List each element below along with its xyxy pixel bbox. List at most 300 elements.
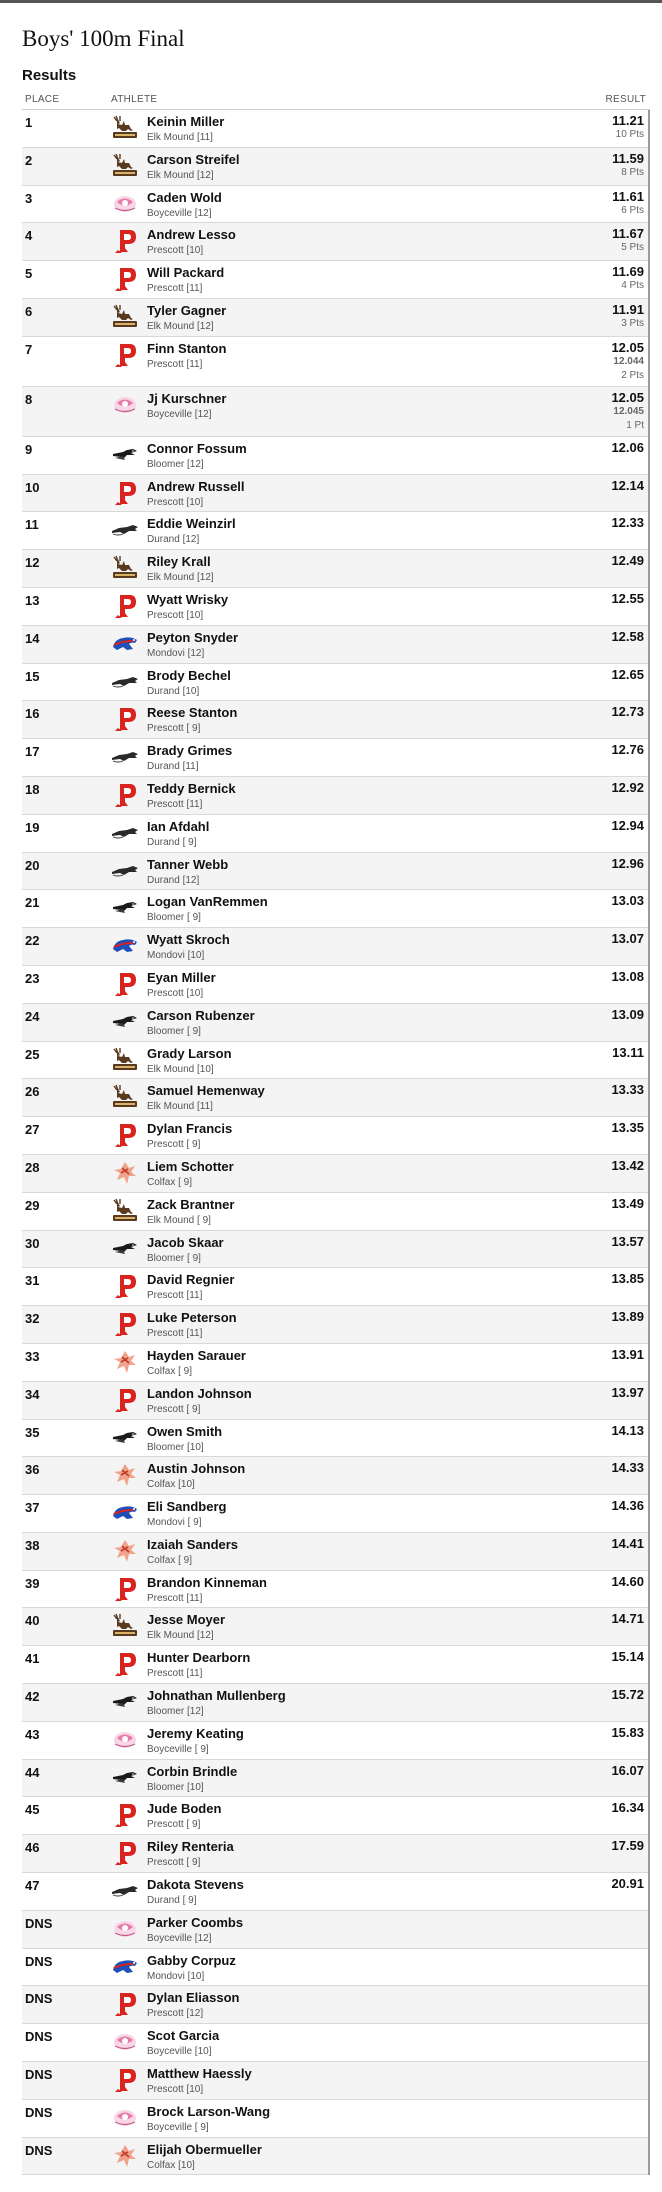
place-cell: DNS bbox=[25, 2104, 53, 2120]
team-grade-link[interactable]: Colfax [ 9] bbox=[147, 1554, 193, 1566]
athlete-cell bbox=[147, 227, 558, 258]
result-mark: 13.42 bbox=[611, 1157, 644, 1173]
result-tiebreak-time: 12.045 bbox=[613, 405, 644, 417]
athlete-name-link[interactable]: Liem Schotter bbox=[147, 1158, 234, 1174]
result-cell bbox=[558, 1348, 648, 1362]
result-cell bbox=[558, 1499, 648, 1513]
athlete-name-link[interactable]: Austin Johnson bbox=[147, 1461, 246, 1477]
place-cell: DNS bbox=[25, 1991, 53, 2007]
athlete-name-link[interactable]: Elijah Obermueller bbox=[147, 2141, 262, 2157]
athlete-name-link[interactable]: Johnathan Mullenberg bbox=[147, 1688, 286, 1704]
table-row[interactable] bbox=[22, 890, 648, 928]
table-row[interactable] bbox=[22, 387, 648, 437]
result-mark: 14.13 bbox=[611, 1422, 644, 1438]
result-mark: 13.09 bbox=[611, 1006, 644, 1022]
team-grade-link[interactable]: Elk Mound [11] bbox=[147, 1101, 213, 1113]
table-row[interactable] bbox=[22, 1949, 648, 1987]
table-row[interactable] bbox=[22, 1835, 648, 1873]
team-grade-link[interactable]: Durand [ 9] bbox=[147, 836, 197, 848]
team-grade-link[interactable]: Durand [12] bbox=[147, 874, 200, 886]
table-row[interactable] bbox=[22, 1646, 648, 1684]
athlete-cell bbox=[147, 1650, 558, 1681]
durand-panther-logo-icon bbox=[111, 516, 139, 544]
place-cell: DNS bbox=[25, 2067, 53, 2083]
team-grade-link[interactable]: Elk Mound [ 9] bbox=[147, 1214, 211, 1226]
result-mark: 13.08 bbox=[611, 968, 644, 984]
team-grade-link[interactable]: Elk Mound [12] bbox=[147, 572, 214, 584]
table-row[interactable] bbox=[22, 626, 648, 664]
result-mark: 11.61 bbox=[612, 188, 644, 204]
result-mark: 16.34 bbox=[611, 1800, 644, 1816]
athlete-name-link[interactable]: Hayden Sarauer bbox=[147, 1347, 246, 1363]
team-grade-link[interactable]: Boyceville [12] bbox=[147, 207, 212, 219]
team-grade-link[interactable]: Elk Mound [12] bbox=[147, 320, 214, 332]
athlete-name-link[interactable]: Wyatt Wrisky bbox=[147, 591, 229, 607]
table-row[interactable] bbox=[22, 550, 648, 588]
colfax-viking-logo-icon bbox=[111, 1461, 139, 1489]
place-cell: 26 bbox=[25, 1084, 40, 1100]
result-mark: 14.33 bbox=[611, 1460, 644, 1476]
table-row[interactable] bbox=[22, 1986, 648, 2024]
table-row[interactable] bbox=[22, 1608, 648, 1646]
table-row[interactable] bbox=[22, 701, 648, 739]
athlete-name-link[interactable]: Eyan Miller bbox=[147, 969, 216, 985]
table-row[interactable] bbox=[22, 853, 648, 891]
athlete-cell bbox=[147, 1877, 558, 1908]
prescott-p-logo-icon bbox=[111, 1386, 139, 1414]
result-mark: 20.91 bbox=[611, 1876, 644, 1892]
team-grade-link[interactable]: Durand [12] bbox=[147, 534, 200, 546]
result-mark: 15.72 bbox=[611, 1687, 644, 1703]
athlete-name-link[interactable]: Samuel Hemenway bbox=[147, 1083, 265, 1099]
team-grade-link[interactable]: Boyceville [12] bbox=[147, 408, 212, 420]
bloomer-blackhawk-logo-icon bbox=[111, 1688, 139, 1716]
team-grade-link[interactable]: Elk Mound [11] bbox=[147, 132, 213, 143]
table-row[interactable] bbox=[22, 1911, 648, 1949]
athlete-cell bbox=[147, 1424, 558, 1455]
team-grade-link[interactable]: Prescott [ 9] bbox=[147, 1857, 201, 1869]
result-points: 10 Pts bbox=[615, 129, 644, 140]
place-cell: 21 bbox=[25, 895, 40, 911]
athlete-name-link[interactable]: Dylan Francis bbox=[147, 1121, 233, 1137]
place-cell: DNS bbox=[25, 2142, 53, 2158]
place-cell: 16 bbox=[25, 706, 40, 722]
place-cell: 3 bbox=[25, 190, 33, 206]
result-cell bbox=[558, 303, 648, 331]
colfax-viking-logo-icon bbox=[111, 1159, 139, 1187]
result-cell bbox=[558, 705, 648, 719]
athlete-cell bbox=[147, 1953, 558, 1984]
team-grade-link[interactable]: Elk Mound [12] bbox=[147, 169, 214, 181]
table-row[interactable] bbox=[22, 1079, 648, 1117]
athlete-name-link[interactable]: Gabby Corpuz bbox=[147, 1952, 236, 1968]
athlete-cell bbox=[147, 341, 558, 372]
team-grade-link[interactable]: Elk Mound [12] bbox=[147, 1630, 214, 1642]
team-grade-link[interactable]: Prescott [10] bbox=[147, 496, 204, 508]
place-cell: 37 bbox=[25, 1500, 40, 1516]
place-cell: 41 bbox=[25, 1651, 40, 1667]
team-grade-link[interactable]: Prescott [11] bbox=[147, 798, 203, 810]
team-grade-link[interactable]: Bloomer [ 9] bbox=[147, 1252, 201, 1264]
place-cell: 14 bbox=[25, 630, 40, 646]
place-cell: 28 bbox=[25, 1159, 40, 1175]
table-row[interactable] bbox=[22, 928, 648, 966]
athlete-cell bbox=[147, 781, 558, 812]
team-grade-link[interactable]: Prescott [10] bbox=[147, 609, 204, 621]
result-points: 4 Pts bbox=[621, 280, 644, 292]
athlete-name-link[interactable]: Izaiah Sanders bbox=[147, 1536, 239, 1552]
table-row[interactable] bbox=[22, 2024, 648, 2062]
bloomer-blackhawk-logo-icon bbox=[111, 1008, 139, 1036]
team-grade-link[interactable]: Elk Mound [10] bbox=[147, 1063, 214, 1075]
table-row[interactable] bbox=[22, 2100, 648, 2138]
column-header-place[interactable]: PLACE bbox=[25, 94, 60, 105]
athlete-cell bbox=[147, 1197, 558, 1228]
result-mark: 13.11 bbox=[612, 1044, 644, 1060]
team-grade-link[interactable]: Prescott [ 9] bbox=[147, 723, 201, 735]
athlete-cell bbox=[147, 592, 558, 623]
athlete-name-link[interactable]: Ian Afdahl bbox=[147, 818, 210, 834]
result-cell bbox=[558, 554, 648, 568]
table-row[interactable] bbox=[22, 1760, 648, 1798]
durand-panther-logo-icon bbox=[111, 857, 139, 885]
table-row[interactable] bbox=[22, 223, 648, 261]
result-mark: 13.91 bbox=[611, 1346, 644, 1362]
prescott-p-logo-icon bbox=[111, 1575, 139, 1603]
team-grade-link[interactable]: Colfax [10] bbox=[147, 1479, 195, 1491]
athlete-name-link[interactable]: Grady Larson bbox=[147, 1045, 232, 1061]
team-grade-link[interactable]: Prescott [11] bbox=[147, 1290, 203, 1302]
athlete-name-link[interactable]: Carson Rubenzer bbox=[147, 1007, 255, 1023]
athlete-name-link[interactable]: Keinin Miller bbox=[147, 114, 225, 129]
athlete-name-link[interactable]: Andrew Lesso bbox=[147, 227, 236, 243]
athlete-name-link[interactable]: Brody Bechel bbox=[147, 667, 231, 683]
table-row[interactable] bbox=[22, 1571, 648, 1609]
athlete-name-link[interactable]: Finn Stanton bbox=[147, 340, 227, 356]
athlete-name-link[interactable]: Riley Krall bbox=[147, 554, 211, 570]
athlete-cell bbox=[147, 2028, 558, 2059]
table-row[interactable] bbox=[22, 110, 648, 148]
athlete-cell bbox=[147, 265, 558, 296]
athlete-name-link[interactable]: Owen Smith bbox=[147, 1423, 223, 1439]
athlete-cell bbox=[147, 1499, 558, 1530]
table-row[interactable] bbox=[22, 1231, 648, 1269]
team-grade-link[interactable]: Colfax [ 9] bbox=[147, 1176, 193, 1188]
result-cell bbox=[558, 1575, 648, 1589]
table-row[interactable] bbox=[22, 1344, 648, 1382]
table-row[interactable] bbox=[22, 1684, 648, 1722]
table-row[interactable] bbox=[22, 588, 648, 626]
athlete-name-link[interactable]: Eddie Weinzirl bbox=[147, 516, 236, 532]
place-cell: 27 bbox=[25, 1122, 40, 1138]
elk-mound-logo-icon bbox=[111, 1046, 139, 1074]
team-grade-link[interactable]: Prescott [11] bbox=[147, 1668, 203, 1680]
table-row[interactable] bbox=[22, 777, 648, 815]
elk-mound-logo-icon bbox=[111, 554, 139, 582]
mondovi-buffalo-logo-icon bbox=[111, 630, 139, 658]
place-cell: 1 bbox=[25, 115, 33, 130]
athlete-name-link[interactable]: Logan VanRemmen bbox=[147, 894, 268, 910]
athlete-cell bbox=[147, 2142, 558, 2173]
result-cell bbox=[558, 630, 648, 644]
table-row[interactable] bbox=[22, 1193, 648, 1231]
table-row[interactable] bbox=[22, 1042, 648, 1080]
place-cell: 29 bbox=[25, 1197, 40, 1213]
result-cell bbox=[558, 1197, 648, 1211]
durand-panther-logo-icon bbox=[111, 1877, 139, 1905]
athlete-cell bbox=[147, 1764, 558, 1795]
result-mark: 11.91 bbox=[612, 301, 644, 317]
prescott-p-logo-icon bbox=[111, 479, 139, 507]
athlete-cell bbox=[147, 554, 558, 585]
athlete-name-link[interactable]: Caden Wold bbox=[147, 189, 222, 205]
bloomer-blackhawk-logo-icon bbox=[111, 1424, 139, 1452]
athlete-name-link[interactable]: Brandon Kinneman bbox=[147, 1574, 267, 1590]
result-mark: 12.05 bbox=[611, 389, 644, 405]
table-row[interactable] bbox=[22, 739, 648, 777]
table-row[interactable] bbox=[22, 1155, 648, 1193]
athlete-cell bbox=[147, 1990, 558, 2021]
result-mark: 12.49 bbox=[611, 553, 644, 569]
team-grade-link[interactable]: Boyceville [10] bbox=[147, 2046, 212, 2058]
athlete-name-link[interactable]: Parker Coombs bbox=[147, 1914, 244, 1930]
elk-mound-logo-icon bbox=[111, 114, 139, 142]
team-grade-link[interactable]: Boyceville [ 9] bbox=[147, 2121, 209, 2133]
page-title: Boys' 100m Final bbox=[22, 26, 185, 51]
place-cell: 47 bbox=[25, 1878, 40, 1894]
bloomer-blackhawk-logo-icon bbox=[111, 1764, 139, 1792]
place-cell: 46 bbox=[25, 1840, 40, 1856]
team-grade-link[interactable]: Mondovi [10] bbox=[147, 1970, 205, 1982]
table-row[interactable] bbox=[22, 299, 648, 337]
team-grade-link[interactable]: Bloomer [12] bbox=[147, 1706, 204, 1718]
bloomer-blackhawk-logo-icon bbox=[111, 894, 139, 922]
athlete-name-link[interactable]: Andrew Russell bbox=[147, 478, 245, 494]
team-grade-link[interactable]: Mondovi [10] bbox=[147, 950, 205, 962]
athlete-cell bbox=[147, 516, 558, 547]
athlete-name-link[interactable]: Jeremy Keating bbox=[147, 1725, 244, 1741]
athlete-name-link[interactable]: Zack Brantner bbox=[147, 1196, 235, 1212]
team-grade-link[interactable]: Prescott [10] bbox=[147, 987, 204, 999]
athlete-cell bbox=[147, 1235, 558, 1266]
athlete-name-link[interactable]: David Regnier bbox=[147, 1272, 235, 1288]
result-points: 3 Pts bbox=[621, 317, 644, 329]
team-grade-link[interactable]: Prescott [ 9] bbox=[147, 1139, 201, 1151]
athlete-name-link[interactable]: Brock Larson-Wang bbox=[147, 2103, 271, 2119]
prescott-p-logo-icon bbox=[111, 227, 139, 255]
athlete-cell bbox=[147, 1272, 558, 1303]
team-grade-link[interactable]: Colfax [ 9] bbox=[147, 1365, 193, 1377]
athlete-name-link[interactable]: Teddy Bernick bbox=[147, 780, 236, 796]
team-grade-link[interactable]: Prescott [11] bbox=[147, 1328, 203, 1340]
team-grade-link[interactable]: Colfax [10] bbox=[147, 2159, 195, 2171]
table-row[interactable] bbox=[22, 186, 648, 224]
result-mark: 11.21 bbox=[612, 113, 644, 128]
place-cell: 43 bbox=[25, 1726, 40, 1742]
athlete-name-link[interactable]: Matthew Haessly bbox=[147, 2066, 252, 2082]
place-cell: 17 bbox=[25, 744, 40, 760]
result-mark: 12.06 bbox=[611, 439, 644, 455]
place-cell: 39 bbox=[25, 1575, 40, 1591]
result-tiebreak-time: 12.044 bbox=[613, 355, 644, 367]
table-row[interactable] bbox=[22, 148, 648, 186]
table-row[interactable] bbox=[22, 475, 648, 513]
team-grade-link[interactable]: Prescott [12] bbox=[147, 2008, 204, 2020]
table-row[interactable] bbox=[22, 2062, 648, 2100]
athlete-name-link[interactable]: Dylan Eliasson bbox=[147, 1990, 240, 2006]
place-cell: 12 bbox=[25, 555, 40, 571]
team-grade-link[interactable]: Mondovi [ 9] bbox=[147, 1517, 202, 1529]
team-grade-link[interactable]: Bloomer [ 9] bbox=[147, 1025, 201, 1037]
athlete-cell bbox=[147, 1121, 558, 1152]
athlete-name-link[interactable]: Luke Peterson bbox=[147, 1310, 237, 1326]
result-mark: 13.89 bbox=[611, 1309, 644, 1325]
result-mark: 11.67 bbox=[612, 226, 644, 242]
result-cell bbox=[558, 743, 648, 757]
results-table bbox=[22, 110, 650, 2175]
table-row[interactable] bbox=[22, 815, 648, 853]
table-row[interactable] bbox=[22, 1268, 648, 1306]
colfax-viking-logo-icon bbox=[111, 2142, 139, 2170]
athlete-cell bbox=[147, 1915, 558, 1946]
team-grade-link[interactable]: Bloomer [10] bbox=[147, 1781, 204, 1793]
athlete-cell bbox=[147, 1801, 558, 1832]
place-cell: DNS bbox=[25, 1915, 53, 1931]
athlete-name-link[interactable]: Corbin Brindle bbox=[147, 1763, 238, 1779]
athlete-name-link[interactable]: Hunter Dearborn bbox=[147, 1650, 251, 1666]
team-grade-link[interactable]: Boyceville [ 9] bbox=[147, 1743, 209, 1755]
place-cell: DNS bbox=[25, 1953, 53, 1969]
team-grade-link[interactable]: Bloomer [ 9] bbox=[147, 912, 201, 924]
table-row[interactable] bbox=[22, 261, 648, 299]
column-header-athlete[interactable]: ATHLETE bbox=[111, 94, 158, 105]
athlete-cell bbox=[147, 1726, 558, 1757]
table-row[interactable] bbox=[22, 1873, 648, 1911]
result-points: 2 Pts bbox=[621, 369, 644, 381]
result-cell bbox=[558, 894, 648, 908]
table-row[interactable] bbox=[22, 337, 648, 387]
table-row[interactable] bbox=[22, 1382, 648, 1420]
team-grade-link[interactable]: Prescott [11] bbox=[147, 283, 203, 295]
place-cell: 15 bbox=[25, 668, 40, 684]
athlete-name-link[interactable]: Will Packard bbox=[147, 265, 225, 281]
team-grade-link[interactable]: Mondovi [12] bbox=[147, 647, 205, 659]
athlete-cell bbox=[147, 391, 558, 422]
athlete-name-link[interactable]: Landon Johnson bbox=[147, 1385, 252, 1401]
boyceville-logo-icon bbox=[111, 391, 139, 419]
place-cell: 10 bbox=[25, 479, 40, 495]
result-cell bbox=[558, 1272, 648, 1286]
athlete-name-link[interactable]: Jacob Skaar bbox=[147, 1234, 224, 1250]
athlete-name-link[interactable]: Tanner Webb bbox=[147, 856, 229, 872]
team-grade-link[interactable]: Prescott [11] bbox=[147, 1592, 203, 1604]
team-grade-link[interactable]: Prescott [ 9] bbox=[147, 1403, 201, 1415]
athlete-cell bbox=[147, 1575, 558, 1606]
table-row[interactable] bbox=[22, 437, 648, 475]
result-cell bbox=[558, 391, 648, 433]
table-row[interactable] bbox=[22, 1117, 648, 1155]
team-grade-link[interactable]: Prescott [ 9] bbox=[147, 1819, 201, 1831]
table-row[interactable] bbox=[22, 1495, 648, 1533]
athlete-name-link[interactable]: Dakota Stevens bbox=[147, 1877, 244, 1893]
athlete-cell bbox=[147, 970, 558, 1001]
athlete-cell bbox=[147, 479, 558, 510]
athlete-name-link[interactable]: Riley Renteria bbox=[147, 1839, 234, 1855]
team-grade-link[interactable]: Boyceville [12] bbox=[147, 1932, 212, 1944]
place-cell: 7 bbox=[25, 341, 33, 357]
result-cell bbox=[558, 265, 648, 293]
place-cell: DNS bbox=[25, 2029, 53, 2045]
athlete-name-link[interactable]: Brady Grimes bbox=[147, 743, 233, 759]
team-grade-link[interactable]: Prescott [10] bbox=[147, 245, 204, 257]
bloomer-blackhawk-logo-icon bbox=[111, 441, 139, 469]
team-grade-link[interactable]: Bloomer [10] bbox=[147, 1441, 204, 1453]
athlete-cell bbox=[147, 932, 558, 963]
team-grade-link[interactable]: Durand [10] bbox=[147, 685, 200, 697]
athlete-name-link[interactable]: Scot Garcia bbox=[147, 2028, 220, 2044]
table-row[interactable] bbox=[22, 1306, 648, 1344]
athlete-cell bbox=[147, 1612, 558, 1643]
result-mark: 12.96 bbox=[611, 855, 644, 871]
table-row[interactable] bbox=[22, 1722, 648, 1760]
athlete-name-link[interactable]: Wyatt Skroch bbox=[147, 932, 230, 948]
athlete-name-link[interactable]: Carson Streifel bbox=[147, 151, 240, 167]
result-cell bbox=[558, 857, 648, 871]
athlete-cell bbox=[147, 705, 558, 736]
table-row[interactable] bbox=[22, 1420, 648, 1458]
athlete-name-link[interactable]: Jude Boden bbox=[147, 1801, 222, 1817]
team-grade-link[interactable]: Durand [ 9] bbox=[147, 1895, 197, 1907]
result-mark: 14.71 bbox=[611, 1611, 644, 1627]
prescott-p-logo-icon bbox=[111, 341, 139, 369]
table-row[interactable] bbox=[22, 2138, 648, 2176]
place-cell: 20 bbox=[25, 857, 40, 873]
result-cell bbox=[558, 1046, 648, 1060]
team-grade-link[interactable]: Prescott [11] bbox=[147, 358, 203, 370]
result-mark: 13.57 bbox=[611, 1233, 644, 1249]
result-cell bbox=[558, 341, 648, 383]
team-grade-link[interactable]: Durand [11] bbox=[147, 761, 199, 773]
table-row[interactable] bbox=[22, 1797, 648, 1835]
athlete-cell bbox=[147, 857, 558, 888]
result-mark: 13.07 bbox=[611, 931, 644, 947]
athlete-name-link[interactable]: Connor Fossum bbox=[147, 440, 247, 456]
athlete-name-link[interactable]: Peyton Snyder bbox=[147, 629, 239, 645]
table-row[interactable] bbox=[22, 1457, 648, 1495]
table-row[interactable] bbox=[22, 664, 648, 702]
athlete-cell bbox=[147, 1386, 558, 1417]
athlete-name-link[interactable]: Eli Sandberg bbox=[147, 1499, 227, 1515]
prescott-p-logo-icon bbox=[111, 1121, 139, 1149]
place-cell: 8 bbox=[25, 391, 33, 407]
athlete-name-link[interactable]: Tyler Gagner bbox=[147, 302, 227, 318]
table-row[interactable] bbox=[22, 1533, 648, 1571]
place-cell: 22 bbox=[25, 933, 40, 949]
athlete-name-link[interactable]: Reese Stanton bbox=[147, 705, 238, 721]
column-header-result[interactable]: RESULT bbox=[605, 94, 646, 105]
athlete-name-link[interactable]: Jj Kurschner bbox=[147, 390, 227, 406]
result-mark: 12.14 bbox=[611, 477, 644, 493]
results-page bbox=[0, 23, 662, 2175]
table-row[interactable] bbox=[22, 1004, 648, 1042]
athlete-cell bbox=[147, 1310, 558, 1341]
prescott-p-logo-icon bbox=[111, 1990, 139, 2018]
table-row[interactable] bbox=[22, 966, 648, 1004]
team-grade-link[interactable]: Bloomer [12] bbox=[147, 458, 204, 470]
athlete-name-link[interactable]: Jesse Moyer bbox=[147, 1612, 226, 1628]
team-grade-link[interactable]: Prescott [10] bbox=[147, 2084, 204, 2096]
table-row[interactable] bbox=[22, 512, 648, 550]
